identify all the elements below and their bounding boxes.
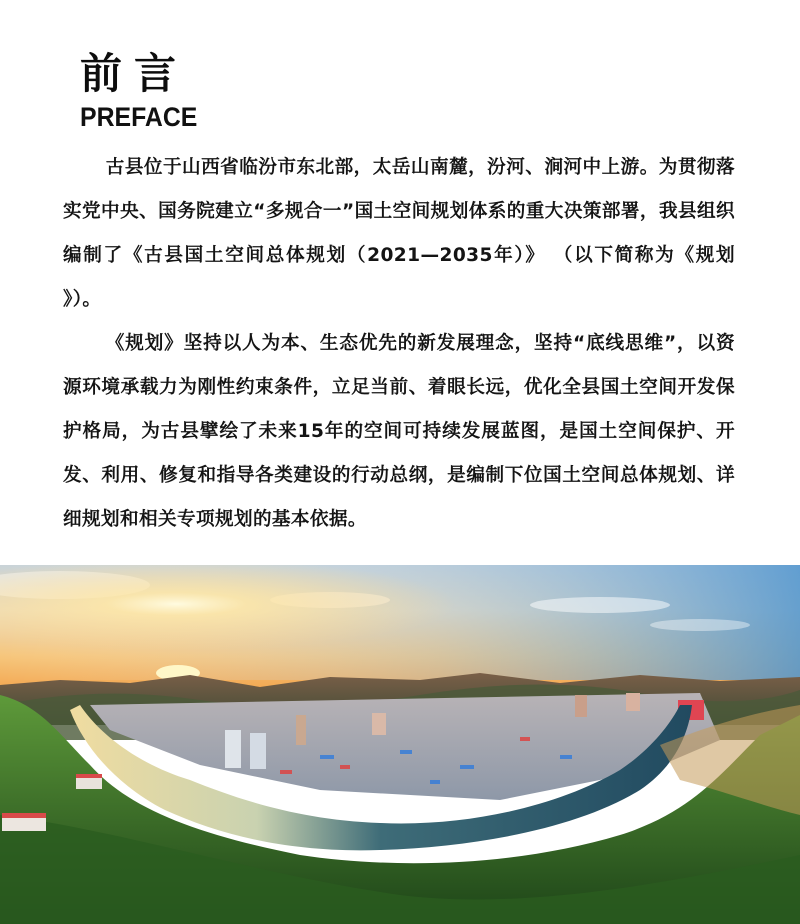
page-title-en: PREFACE [80,102,198,132]
heading-block [80,50,208,132]
panorama-photo [0,565,800,924]
page-title-cn: 前言 [80,49,189,98]
landscape-image-icon [0,565,800,924]
paragraph-1: 古县位于山西省临汾市东北部，太岳山南麓，汾河、涧河中上游。为贯彻落实党中央、国务院建立“多规合一”国土空间规划体系的重大决策部署，我县组织编制了《古县国土空间总体规划（2021—2035年）》 （以下简称为《规划 》）。 [63,157,735,310]
preface-body [63,146,735,542]
paragraph-2: 《规划》坚持以人为本、生态优先的新发展理念，坚持“底线思维”，以资源环境承载力为刚性约束条件，立足当前、着眼长远，优化全县国土空间开发保护格局，为古县擘绘了未来15年的空间可持续发展蓝图，是国土空间保护、开发、利用、修复和指导各类建设的行动总纲，是编制下位国土空间总体规划、详细规划和相关专项规划的基本依据。 [63,333,735,530]
